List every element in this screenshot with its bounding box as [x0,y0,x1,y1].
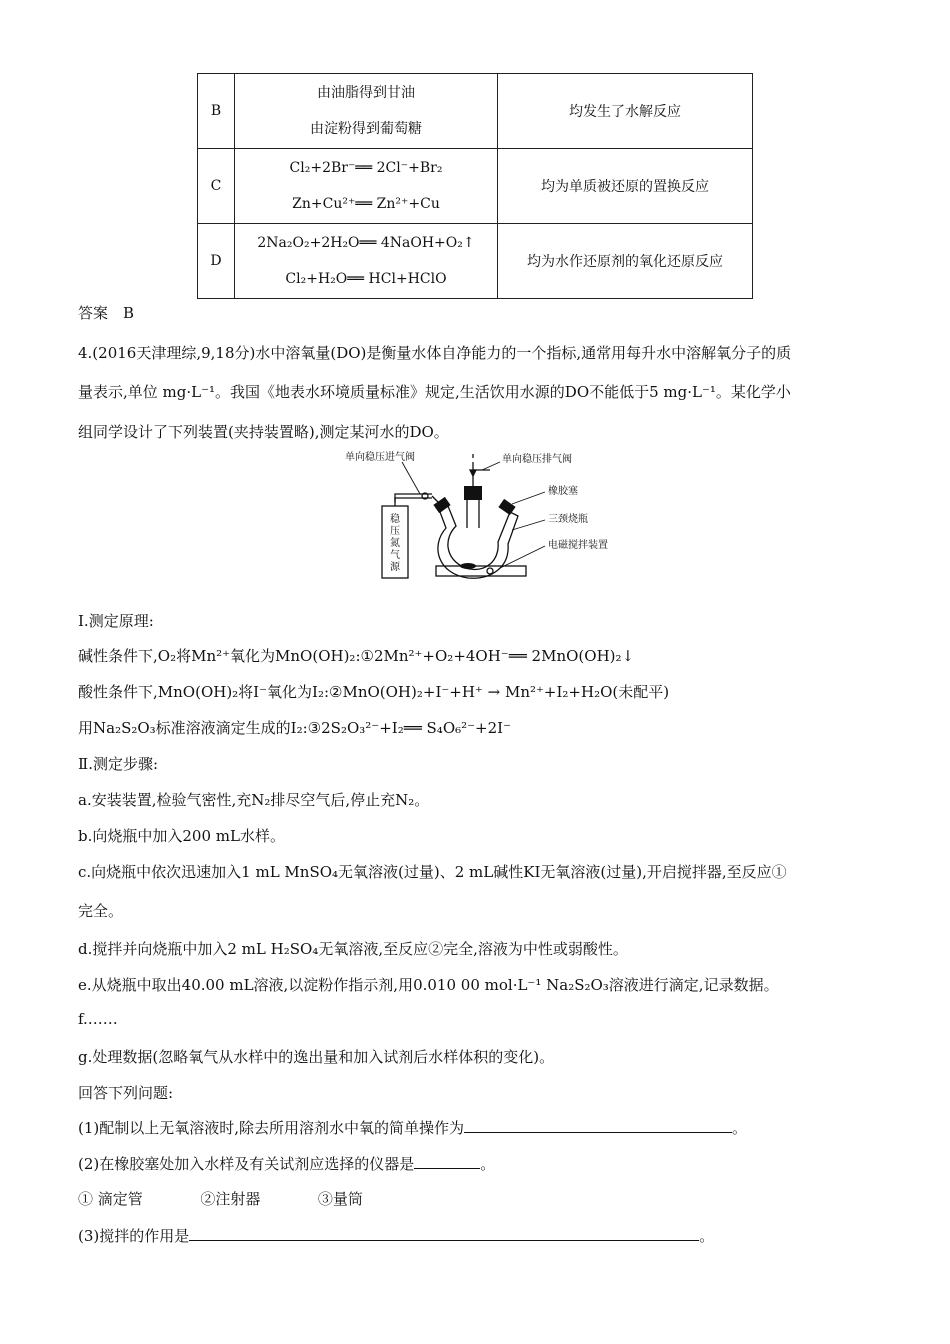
equation-3: 用Na₂S₂O₃标准溶液滴定生成的I₂:③2S₂O₃²⁻+I₂══ S₄O₆²⁻+2I⁻ [78,719,512,737]
step-c-cont: 完全。 [78,902,124,920]
option-1: ① 滴定管 [78,1190,143,1208]
options-table [197,73,753,299]
figure-label-flask: 三颈烧瓶 [548,514,588,525]
figure-label-inlet: 单向稳压进气阀 [345,452,415,463]
row-conclusion: 均为单质被还原的置换反应 [498,149,753,224]
question-2-options [78,1188,363,1209]
question-1-end: 。 [732,1119,748,1137]
figure-label-stopper: 橡胶塞 [548,486,578,497]
row-content-line: 由油脂得到甘油 [317,85,415,101]
table-row [198,224,753,299]
step-d: d.搅拌并向烧瓶中加入2 mL H₂SO₄无氧溶液,至反应②完全,溶液为中性或弱酸性。 [78,940,628,958]
figure-label-source: 稳压氮气源 [390,514,400,573]
step-b: b.向烧瓶中加入200 mL水样。 [78,827,285,845]
row-conclusion: 均发生了水解反应 [498,74,753,149]
answer-blank[interactable] [414,1154,480,1169]
row-content-line: Cl₂+H₂O══ HCl+HClO [285,271,447,287]
row-content-line: 2Na₂O₂+2H₂O══ 4NaOH+O₂↑ [257,235,475,251]
principle-heading: Ⅰ.测定原理: [78,612,154,630]
option-2: ②注射器 [200,1190,261,1208]
step-e: e.从烧瓶中取出40.00 mL溶液,以淀粉作指示剂,用0.010 00 mol·L⁻¹ Na₂S₂O₃溶液进行滴定,记录数据。 [78,976,779,994]
row-conclusion: 均为水作还原剂的氧化还原反应 [498,224,753,299]
question-1 [78,1117,747,1138]
row-content [235,224,498,299]
questions-heading: 回答下列问题: [78,1084,174,1102]
answer-blank[interactable] [464,1118,732,1133]
equation-2: 酸性条件下,MnO(OH)₂将I⁻氧化为I₂:②MnO(OH)₂+I⁻+H⁺ → Mn²⁺+I₂+H₂O(未配平) [78,683,670,701]
question-3 [78,1225,714,1246]
option-3: ③量筒 [317,1190,363,1208]
question-1-text: (1)配制以上无氧溶液时,除去所用溶剂水中氧的简单操作为 [78,1119,465,1137]
figure-label-stirrer: 电磁搅拌装置 [548,540,608,551]
step-a: a.安装装置,检验气密性,充N₂排尽空气后,停止充N₂。 [78,791,430,809]
question-3-end: 。 [699,1227,715,1245]
row-content [235,149,498,224]
answer: 答案 B [78,304,135,322]
stopper-icon [464,486,482,500]
steps-heading: Ⅱ.测定步骤: [78,755,159,773]
equation-1: 碱性条件下,O₂将Mn²⁺氧化为MnO(OH)₂:①2Mn²⁺+O₂+4OH⁻══ 2MnO(OH)₂↓ [78,647,635,665]
step-g: g.处理数据(忽略氧气从水样中的逸出量和加入试剂后水样体积的变化)。 [78,1048,555,1066]
table-row [198,74,753,149]
outlet-valve-icon [470,470,476,476]
row-content-line: Zn+Cu²⁺══ Zn²⁺+Cu [292,196,440,212]
question-text: 量表示,单位 mg·L⁻¹。我国《地表水环境质量标准》规定,生活饮用水源的DO不能低于5 mg·L⁻¹。某化学小 [78,383,791,401]
row-label: D [198,224,235,299]
question-2-end: 。 [480,1155,496,1173]
apparatus-figure [340,450,620,582]
step-c: c.向烧瓶中依次迅速加入1 mL MnSO₄无氧溶液(过量)、2 mL碱性KI无氧溶液(过量),开启搅拌器,至反应① [78,863,787,881]
figure-label-outlet: 单向稳压排气阀 [502,454,572,465]
step-f: f.…… [78,1010,118,1028]
question-3-text: (3)搅拌的作用是 [78,1227,190,1245]
question-text: 4.(2016天津理综,9,18分)水中溶氧量(DO)是衡量水体自净能力的一个指标,通常用每升水中溶解氧分子的质 [78,344,792,362]
row-content-line: Cl₂+2Br⁻══ 2Cl⁻+Br₂ [289,160,443,176]
row-content-line: 由淀粉得到葡萄糖 [310,121,422,137]
table-row [198,149,753,224]
three-neck-flask-icon [438,506,518,578]
row-label: C [198,149,235,224]
answer-blank[interactable] [189,1226,699,1241]
row-label: B [198,74,235,149]
question-2 [78,1153,495,1174]
question-2-text: (2)在橡胶塞处加入水样及有关试剂应选择的仪器是 [78,1155,415,1173]
row-content [235,74,498,149]
question-text: 组同学设计了下列装置(夹持装置略),测定某河水的DO。 [78,423,449,441]
